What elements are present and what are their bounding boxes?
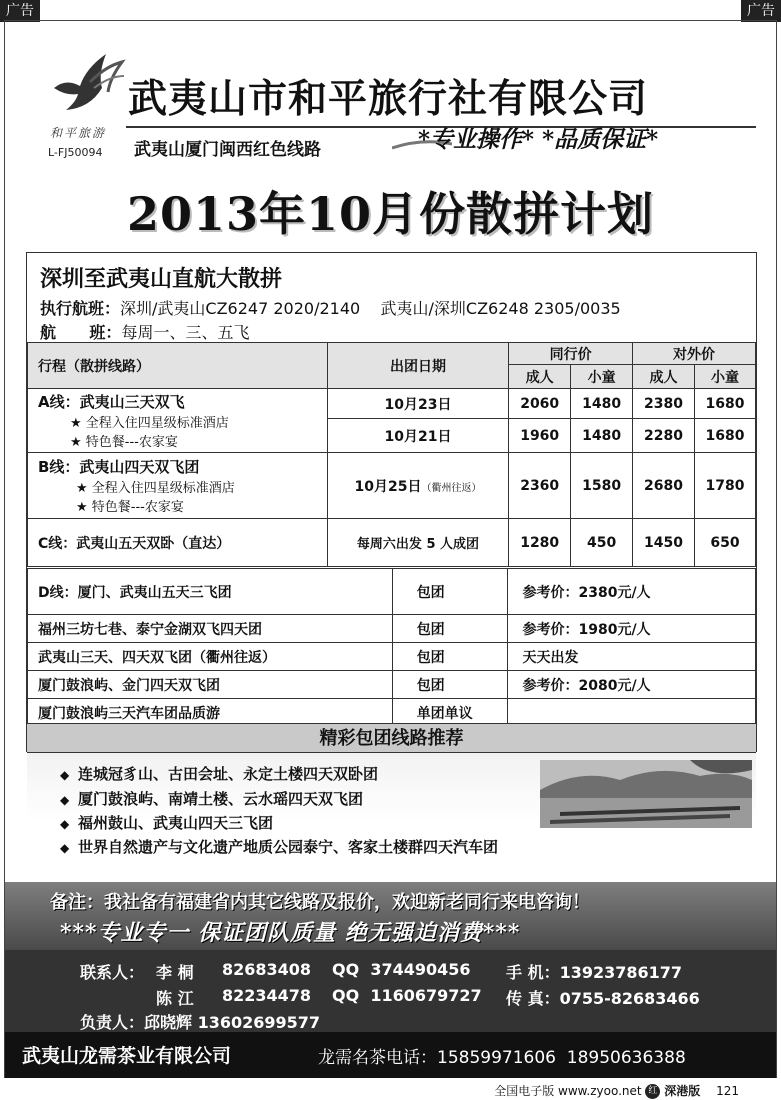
group-type: 包团	[392, 671, 508, 699]
group-price: 参考价：1980元/人	[508, 615, 756, 643]
recommend-item-text: 连城冠豸山、古田会址、永定土楼四天双卧团	[78, 765, 379, 783]
table-row	[28, 671, 756, 699]
list-item	[60, 836, 498, 857]
price-cell: 1450	[633, 519, 695, 567]
route-a-cell	[28, 389, 328, 453]
ad-tag-left: 广告	[0, 0, 40, 22]
route-note: ★ 全程入住四星级标准酒店	[70, 416, 229, 431]
price-cell: 2360	[509, 453, 571, 519]
motto-text: ***专业专一 保证团队质量 绝无强迫消费***	[60, 920, 521, 946]
company-name: 武夷山市和平旅行社有限公司	[128, 76, 649, 122]
price-cell: 2060	[509, 389, 571, 419]
group-tour-table	[27, 568, 756, 727]
group-type: 包团	[392, 643, 508, 671]
col-public-adult: 成人	[633, 365, 695, 389]
flight-schedule-label: 航 班：	[40, 323, 122, 342]
col-public-price: 对外价	[633, 343, 756, 365]
group-type: 包团	[392, 615, 508, 643]
col-route: 行程（散拼线路）	[28, 343, 328, 389]
diamond-bullet-icon: ◆	[60, 793, 70, 807]
contact-manager: 负责人：邱晓辉 13602699577	[80, 1013, 321, 1032]
price-cell: 2680	[633, 453, 695, 519]
page-number: 121	[716, 1084, 739, 1098]
contact-qq-2: QQ 1160679727	[332, 986, 482, 1005]
group-type: 单团单议	[392, 699, 508, 727]
col-public-child: 小童	[695, 365, 756, 389]
price-cell: 2380	[633, 389, 695, 419]
departure-date: 10月23日	[327, 389, 509, 419]
price-cell: 1580	[571, 453, 633, 519]
logo-caption: 和平旅游	[50, 126, 107, 140]
price-cell: 1780	[695, 453, 756, 519]
route-note: ★ 特色餐---农家宴	[76, 500, 184, 515]
price-cell: 650	[695, 519, 756, 567]
price-cell: 1960	[509, 419, 571, 453]
red-badge-icon: 红	[645, 1084, 660, 1099]
contact-phone-1: 82683408	[222, 960, 312, 979]
page-footer	[494, 1082, 739, 1099]
flight-title: 深圳至武夷山直航大散拼	[40, 267, 283, 292]
price-cell: 450	[571, 519, 633, 567]
recommend-item-text: 福州鼓山、武夷山四天三飞团	[78, 814, 274, 832]
route-c-name: C线：武夷山五天双卧（直达）	[28, 519, 328, 567]
header-subtitle: 武夷山厦门闽西红色线路	[134, 140, 321, 160]
footer-site: 全国电子版 www.zyoo.net	[494, 1084, 642, 1098]
route-name: B线：武夷山四天双飞团	[38, 458, 200, 476]
flight-exec-value: 深圳/武夷山CZ6247 2020/2140 武夷山/深圳CZ6248 2305/0035	[120, 299, 621, 318]
price-cell: 1680	[695, 419, 756, 453]
contact-mobile: 手 机：13923786177	[506, 963, 683, 982]
route-note: ★ 全程入住四星级标准酒店	[76, 481, 235, 496]
group-price: 参考价：2080元/人	[508, 671, 756, 699]
route-name: A线：武夷山三天双飞	[38, 393, 185, 411]
table-row	[28, 569, 756, 615]
col-date: 出团日期	[327, 343, 509, 389]
departure-date-text: 10月25日	[354, 478, 422, 495]
diamond-bullet-icon: ◆	[60, 841, 70, 855]
route-b-cell	[28, 453, 328, 519]
diamond-bullet-icon: ◆	[60, 817, 70, 831]
price-cell: 1280	[509, 519, 571, 567]
header-slogan: *专业操作* *品质保证*	[418, 126, 659, 153]
remark-text: 备注：我社备有福建省内其它线路及报价，欢迎新老同行来电咨询！	[50, 892, 590, 913]
flight-exec-line	[40, 296, 621, 319]
flight-schedule-value: 每周一、三、五飞	[121, 323, 250, 342]
list-item	[60, 788, 363, 809]
footer-edition: 深港版	[664, 1084, 701, 1098]
table-row	[28, 643, 756, 671]
group-route-name: 厦门鼓浪屿、金门四天双飞团	[28, 671, 393, 699]
group-route-name: 福州三坊七巷、泰宁金湖双飞四天团	[28, 615, 393, 643]
diamond-bullet-icon: ◆	[60, 768, 70, 782]
group-route-name: 武夷山三天、四天双飞团（衢州往返）	[28, 643, 393, 671]
departure-date: 10月21日	[327, 419, 509, 453]
departure-date	[327, 453, 509, 519]
recommend-item-text: 厦门鼓浪屿、南靖土楼、云水瑶四天双飞团	[78, 790, 364, 808]
price-cell: 1680	[695, 389, 756, 419]
price-cell: 1480	[571, 389, 633, 419]
group-price: 天天出发	[508, 643, 756, 671]
flight-schedule-line	[40, 320, 249, 343]
tea-company-name: 武夷山龙需茶业有限公司	[22, 1045, 232, 1067]
contact-qq-1: QQ 374490456	[332, 960, 471, 979]
price-cell: 2280	[633, 419, 695, 453]
group-price: 参考价：2380元/人	[508, 569, 756, 615]
tea-phone: 龙需名茶电话：15859971606 18950636388	[318, 1048, 686, 1068]
contact-person-1: 李 桐	[156, 963, 194, 982]
group-route-name: D线：厦门、武夷山五天三飞团	[28, 569, 393, 615]
table-row	[28, 615, 756, 643]
flight-exec-label: 执行航班：	[40, 299, 121, 318]
dove-logo-icon	[46, 48, 126, 120]
group-type: 包团	[392, 569, 508, 615]
col-peer-child: 小童	[571, 365, 633, 389]
river-rafts-photo	[540, 760, 752, 828]
list-item	[60, 763, 378, 784]
recommend-title: 精彩包团线路推荐	[27, 723, 756, 753]
contact-person-2: 陈 江	[156, 989, 194, 1008]
license-number: L-FJ50094	[48, 146, 103, 159]
list-item	[60, 812, 273, 833]
ad-tag-right: 广告	[741, 0, 781, 22]
col-peer-adult: 成人	[509, 365, 571, 389]
contact-fax: 传 真：0755-82683466	[506, 989, 700, 1008]
contact-label: 联系人：	[80, 963, 145, 982]
route-note: ★ 特色餐---农家宴	[70, 435, 178, 450]
page-title: 2013年10月份散拼计划	[126, 187, 655, 241]
contact-phone-2: 82234478	[222, 986, 312, 1005]
recommend-item-text: 世界自然遗产与文化遗产地质公园泰宁、客家土楼群四天汽车团	[78, 838, 499, 856]
group-route-name: 厦门鼓浪屿三天汽车团品质游	[28, 699, 393, 727]
col-peer-price: 同行价	[509, 343, 633, 365]
price-cell: 1480	[571, 419, 633, 453]
price-table	[27, 342, 756, 567]
departure-date-note: （衢州往返）	[421, 482, 482, 494]
departure-date: 每周六出发 5 人成团	[327, 519, 509, 567]
